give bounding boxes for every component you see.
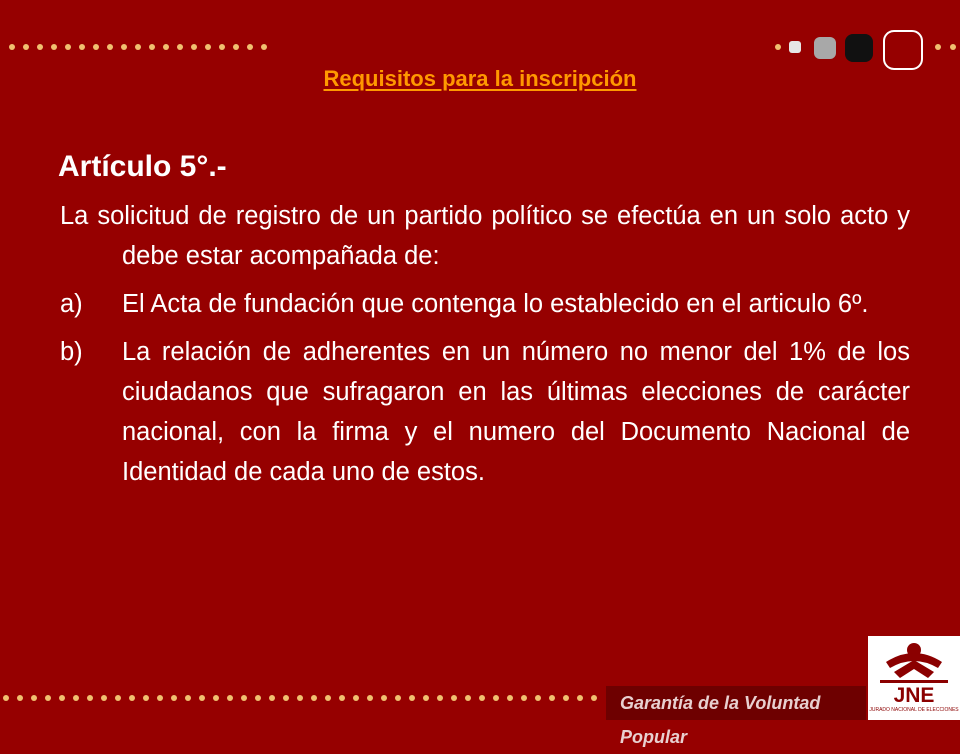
logo-figure-icon (868, 636, 960, 686)
list-item (60, 332, 910, 492)
slide-title: Requisitos para la inscripción (323, 66, 637, 91)
footer-slogan: Garantía de la Voluntad Popular (606, 686, 866, 720)
jne-logo (868, 636, 960, 720)
list-item-label: b) (60, 338, 83, 366)
logo-subtext: JURADO NACIONAL DE ELECCIONES (869, 707, 959, 713)
list-item-text: La relación de adherentes en un número no menor del 1% de los ciudadanos que sufragaron en las últimas elecciones de carácter nacional, con la firma y el numero del Documento Nacional de Identidad de cada uno de estos. (122, 338, 910, 486)
article-heading: Artículo 5°.- (58, 150, 227, 183)
bottom-dotted-line (0, 693, 600, 703)
top-dotted-line (8, 42, 268, 52)
article-body (60, 196, 910, 500)
list-item-text: El Acta de fundación que contenga lo establecido en el articulo 6º. (122, 290, 869, 318)
list-item-label: a) (60, 290, 83, 318)
list-item (60, 284, 910, 324)
intro-paragraph: La solicitud de registro de un partido político se efectúa en un solo acto y debe estar acompañada de: (60, 202, 910, 270)
logo-text: JNE (893, 684, 935, 707)
